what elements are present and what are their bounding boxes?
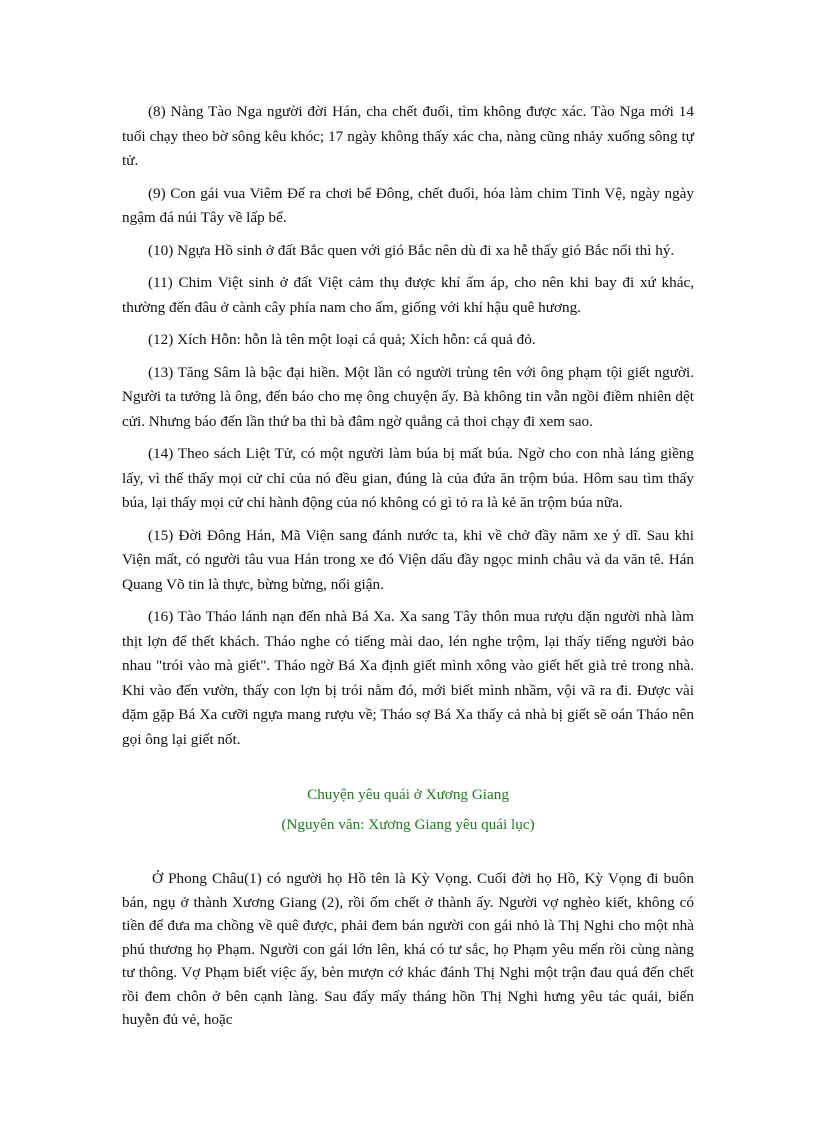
note-12: (12) Xích Hỗn: hỗn là tên một loại cá quả; Xích hỗn: cá quả đỏ. xyxy=(148,331,536,348)
note-15: (15) Đời Đông Hán, Mã Viện sang đánh nước ta, khi về chở đầy năm xe ý dĩ. Sau khi Viện mất, có người tâu vua Hán trong xe đó Viện dấu đầy ngọc minh châu và da văn tê. Hán Quang Võ tin là thực, bừng bừng, nổi giận. xyxy=(122,526,694,593)
note-10: (10) Ngựa Hồ sinh ở đất Bắc quen với gió Bắc nên dù đi xa hễ thấy gió Bắc nổi thì hý. xyxy=(148,241,675,259)
note-13: (13) Tăng Sâm là bậc đại hiền. Một lần có người trùng tên với ông phạm tội giết người. Người ta tưởng là ông, đến báo cho mẹ ông chuyện ấy. Bà không tin vẫn ngồi điềm nhiên dệt cửi. Nhưng báo đến lần thứ ba thì bà đâm ngờ quẳng cả thoi chạy đi xem sao. xyxy=(122,363,694,430)
note-8: (8) Nàng Tào Nga người đời Hán, cha chết đuối, tìm không được xác. Tào Nga mới 14 tuổi chạy theo bờ sông kêu khóc; 17 ngày không thấy xác cha, nàng cũng nhảy xuống sông tự tử. xyxy=(122,103,694,169)
story-heading xyxy=(122,780,694,840)
note-11: (11) Chim Việt sinh ở đất Việt cảm thụ được khí ấm áp, cho nên khi bay đi xứ khác, thường đến đâu ở cành cây phía nam cho ấm, giống với khí hậu quê hương. xyxy=(122,274,694,316)
story-title: Chuyện yêu quái ở Xương Giang xyxy=(307,786,509,803)
story-subtitle: (Nguyên văn: Xương Giang yêu quái lục) xyxy=(281,816,535,833)
note-14: (14) Theo sách Liệt Tử, có một người làm búa bị mất búa. Ngờ cho con nhà láng giềng lấy, vì thế thấy mọi cử chỉ của nó đều gian, đúng là của đứa ăn trộm búa. Hôm sau tìm thấy búa, lại thấy mọi cử chỉ hành động của nó không có gì tỏ ra là kẻ ăn trộm búa nữa. xyxy=(122,445,694,511)
story-paragraph: Ở Phong Châu(1) có người họ Hồ tên là Kỳ Vọng. Cuối đời họ Hồ, Kỳ Vọng đi buôn bán, ngụ ở thành Xương Giang (2), rồi ốm chết ở thành ấy. Người vợ nghèo kiết, không có tiền để đưa ma chồng về quê được, phải đem bán người con gái nhỏ là Thị Nghi cho một nhà phú thương họ Phạm. Người con gái lớn lên, khá có tư sắc, họ Phạm yêu mến rồi cùng nàng tư thông. Vợ Phạm biết việc ấy, bèn mượn cớ khác đánh Thị Nghi một trận đau quá đến chết rồi đem chôn ở bên cạnh làng. Sau đấy mấy tháng hồn Thị Nghi hưng yêu tác quái, biến huyễn đủ vẻ, hoặc xyxy=(122,870,694,1028)
note-9: (9) Con gái vua Viêm Đế ra chơi bể Đông, chết đuối, hóa làm chim Tinh Vệ, ngày ngày ngậm đá núi Tây về lấp bể. xyxy=(122,184,694,226)
story-body xyxy=(122,867,694,1032)
note-16: (16) Tào Tháo lánh nạn đến nhà Bá Xa. Xa sang Tây thôn mua rượu dặn người nhà làm thịt lợn để thết khách. Tháo nghe có tiếng mài dao, lén nghe trộm, lại thấy tiếng người bảo nhau "trói vào mà giết". Tháo ngờ Bá Xa định giết mình xông vào giết hết già trẻ trong nhà. Khi vào đến vườn, thấy con lợn bị trói nằm đó, mới biết mình nhầm, vội vã ra đi. Được vài dặm gặp Bá Xa cưỡi ngựa mang rượu về; Tháo sợ Bá Xa thấy cả nhà bị giết sẽ oán Tháo nên gọi ông lại giết nốt. xyxy=(122,608,694,748)
notes-section xyxy=(122,100,694,760)
